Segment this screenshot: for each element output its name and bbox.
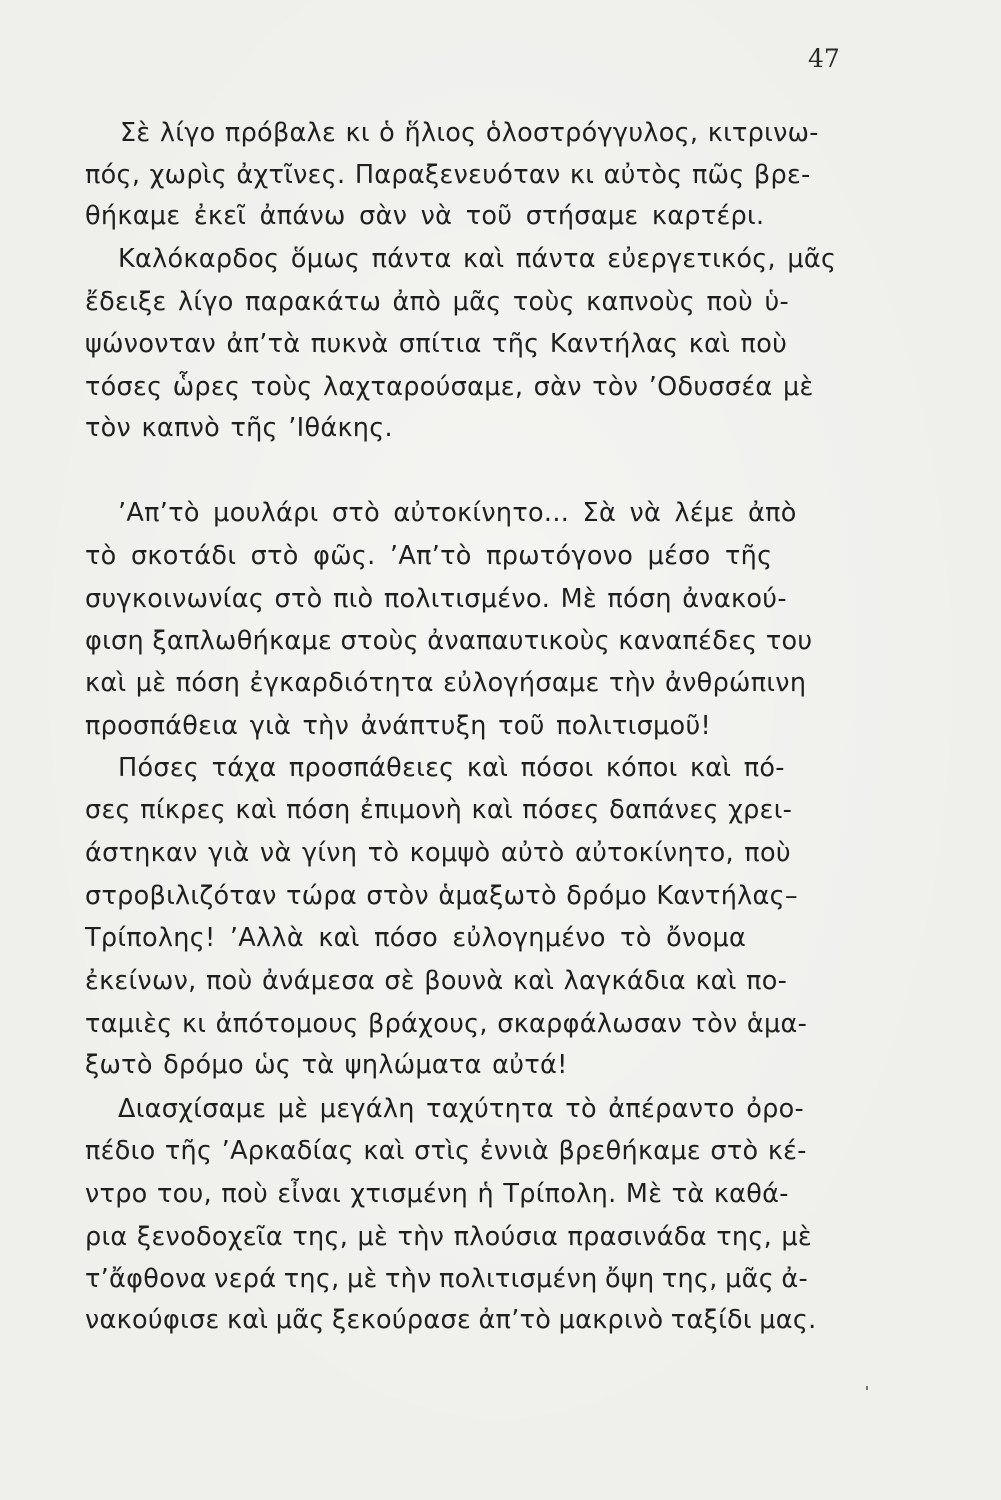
text-line: πέδιο τῆς ’Αρκαδίας καὶ στὶς ἐννιὰ βρεθήκαμε στὸ κέ-: [85, 1136, 807, 1166]
text-line: ἐκείνων, ποὺ ἀνάμεσα σὲ βουνὰ καὶ λαγκάδια καὶ πο-: [85, 966, 788, 996]
text-line: ταμιὲς κι ἀπότομους βράχους, σκαρφάλωσαν τὸν ἁμα-: [85, 1009, 808, 1039]
text-line: προσπάθεια γιὰ τὴν ἀνάπτυξη τοῦ πολιτισμοῦ!: [85, 711, 712, 741]
text-line: τὸν καπνὸ τῆς ’Ιθάκης.: [85, 413, 393, 443]
text-line: άστηκαν γιὰ νὰ γίνη τὸ κομψὸ αὐτὸ αὐτοκίνητο, ποὺ: [85, 838, 791, 868]
text-line: συγκοινωνίας στὸ πιὸ πολιτισμένο. Μὲ πόση ἀνακού-: [85, 584, 787, 614]
text-line: Πόσες τάχα προσπάθειες καὶ πόσοι κόποι καὶ πό-: [118, 753, 785, 783]
text-line: νακούφισε καὶ μᾶς ξεκούρασε ἀπ’τὸ μακρινὸ ταξίδι μας.: [85, 1305, 817, 1335]
text-line: ξωτὸ δρόμο ὡς τὰ ψηλώματα αὐτά!: [85, 1050, 568, 1080]
text-line: ἔδειξε λίγο παρακάτω ἀπὸ μᾶς τοὺς καπνοὺς ποὺ ὑ-: [85, 287, 790, 317]
text-line: Σὲ λίγο πρόβαλε κι ὁ ἥλιος ὁλοστρόγγυλος, κιτρινω-: [120, 118, 819, 148]
stray-ink-mark: [866, 1386, 868, 1390]
text-line: τὸ σκοτάδι στὸ φῶς. ’Απ’τὸ πρωτόγονο μέσο τῆς: [85, 541, 773, 571]
text-line: ’Απ’τὸ μουλάρι στὸ αὐτοκίνητο... Σὰ νὰ λέμε ἀπὸ: [118, 498, 797, 528]
text-line: Τρίπολης! ’Αλλὰ καὶ πόσο εὐλογημένο τὸ ὄνομα: [85, 923, 747, 953]
text-line: πός, χωρὶς ἀχτῖνες. Παραξενευόταν κι αὐτὸς πῶς βρε-: [85, 160, 811, 190]
text-line: καὶ μὲ πόση ἐγκαρδιότητα εὐλογήσαμε τὴν ἀνθρώπινη: [85, 668, 807, 698]
text-line: Διασχίσαμε μὲ μεγάλη ταχύτητα τὸ ἀπέραντο ὀρο-: [118, 1094, 804, 1124]
text-line: στροβιλιζόταν τώρα στὸν ἁμαξωτὸ δρόμο Καντήλας–: [85, 881, 798, 911]
text-line: ψώνονταν ἀπ’τὰ πυκνὰ σπίτια τῆς Καντήλας καὶ ποὺ: [85, 329, 788, 359]
text-line: σες πίκρες καὶ πόση ἐπιμονὴ καὶ πόσες δαπάνες χρει-: [85, 795, 793, 825]
text-line: τ’ἄφθονα νερά της, μὲ τὴν πολιτισμένη ὄψη της, μᾶς ἀ-: [85, 1264, 808, 1294]
text-line: θήκαμε ἐκεῖ ἀπάνω σὰν νὰ τοῦ στήσαμε καρτέρι.: [85, 201, 765, 231]
text-line: Καλόκαρδος ὅμως πάντα καὶ πάντα εὐεργετικός, μᾶς: [118, 244, 837, 274]
text-line: τόσες ὧρες τοὺς λαχταρούσαμε, σὰν τὸν ’Οδυσσέα μὲ: [85, 372, 814, 402]
text-line: ρια ξενοδοχεῖα της, μὲ τὴν πλούσια πρασινάδα της, μὲ: [85, 1222, 813, 1252]
text-line: ντρο του, ποὺ εἶναι χτισμένη ἡ Τρίπολη. Μὲ τὰ καθά-: [85, 1179, 789, 1209]
page-number: 47: [808, 44, 840, 73]
text-line: φιση ξαπλωθήκαμε στοὺς ἀναπαυτικοὺς καναπέδες του: [85, 626, 813, 656]
